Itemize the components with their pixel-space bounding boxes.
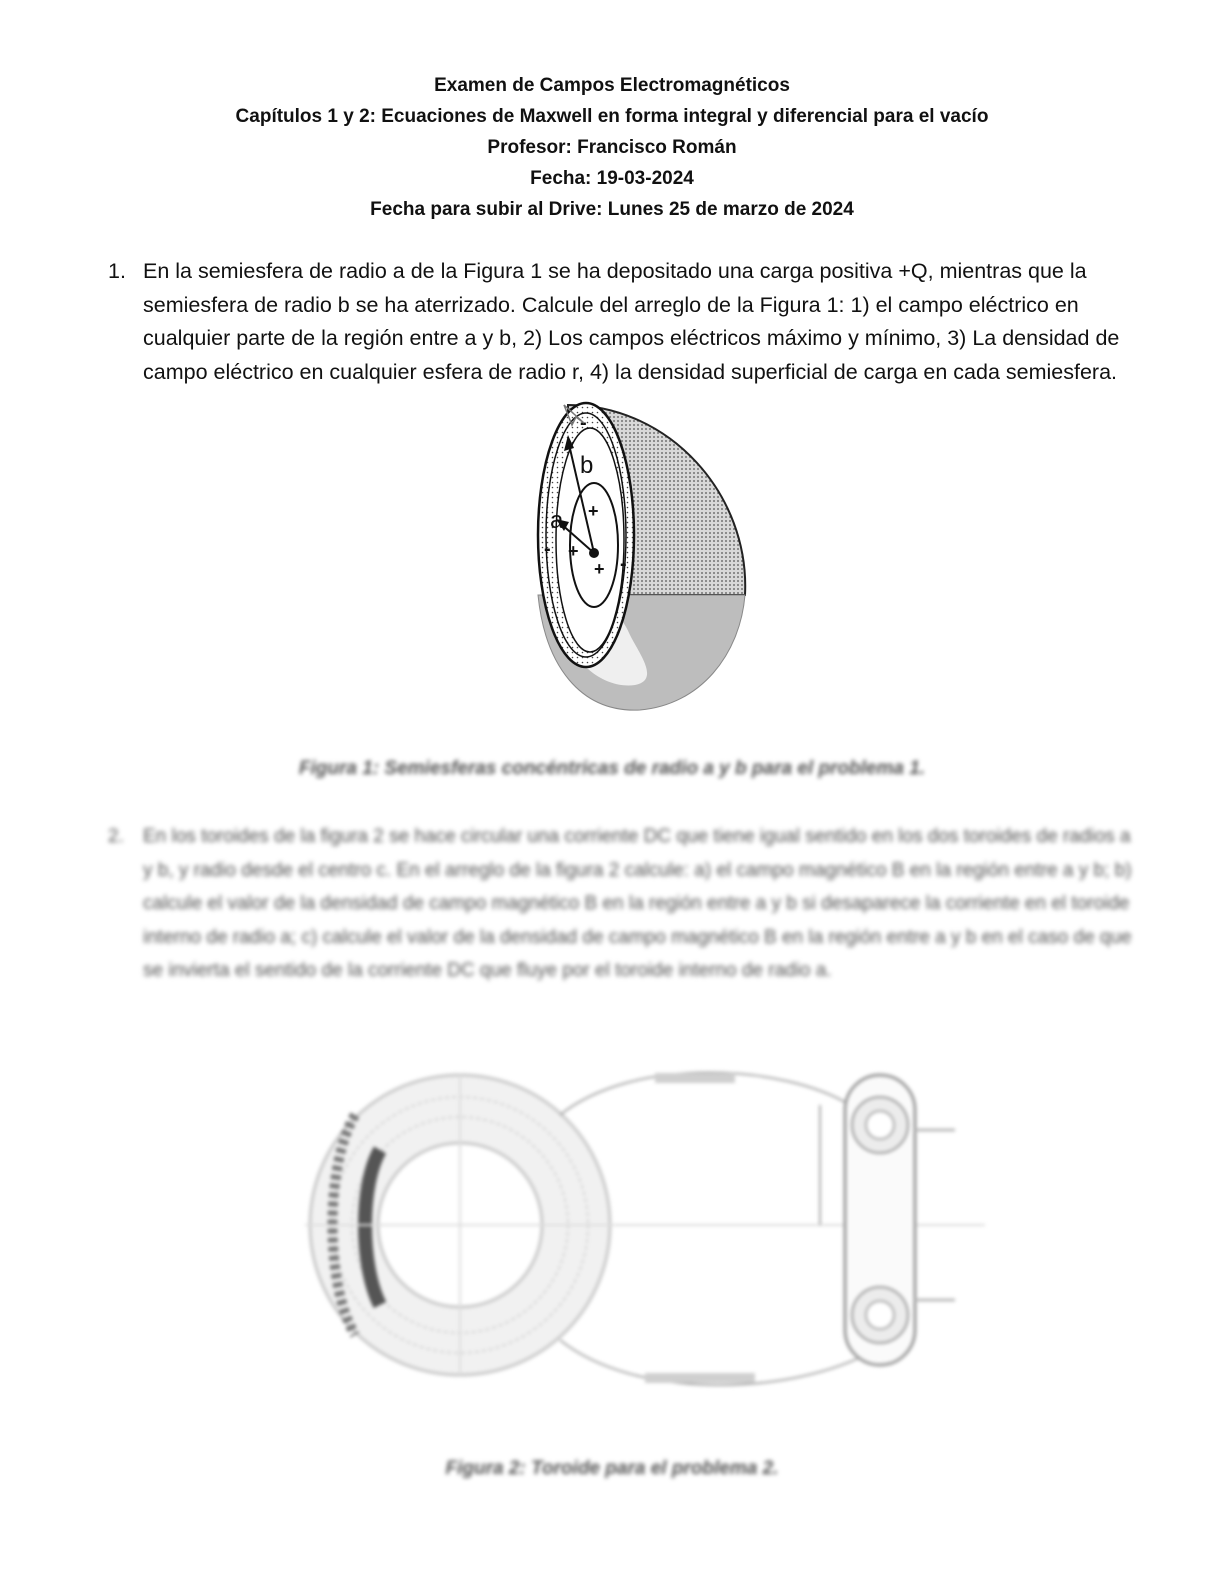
problem-2-text: En los toroides de la figura 2 se hace circular una corriente DC que tiene igual sentido en los dos toroides de radios a y b, y radio desde el centro c. En el arreglo de la figura 2 calcule: a) el campo magnético B en la región entre a y b; b) calcule el valor de la densidad de campo magnético B en la región entre a y b si desaparece la corriente en el toroide interno de radio a; c) calcule el valor de la densidad de campo magnético B en la región entre a y b en el caso de que se invierta el sentido de la corriente DC que fluye por el toroide interno de radio a.: [143, 826, 1132, 981]
figure-1-hemispheres: [520, 395, 760, 720]
minus-sign: -: [544, 538, 551, 560]
plus-sign: +: [568, 541, 579, 561]
problem-2-number: 2.: [108, 826, 124, 847]
problem-2: [108, 820, 1138, 988]
minus-sign: -: [580, 412, 587, 434]
plus-sign: +: [588, 501, 599, 521]
figure-2-caption: Figura 2: Toroide para el problema 2.: [445, 1458, 779, 1479]
problem-1-text: En la semiesfera de radio a de la Figura 1 se ha depositado una carga positiva +Q, mientras que la semiesfera de radio b se ha aterrizado. Calcule del arreglo de la Figura 1: 1) el campo eléctrico en cualquier parte de la región entre a y b, 2) Los campos eléctricos máximo y mínimo, 3) La densidad de campo eléctrico en cualquier esfera de radio r, 4) la densidad superficial de carga en cada semiesfera.: [143, 259, 1120, 384]
exam-chapters: Capítulos 1 y 2: Ecuaciones de Maxwell en forma integral y diferencial para el vacío: [235, 106, 989, 127]
minus-sign: -: [620, 553, 627, 575]
label-b: b: [580, 452, 594, 479]
figure-2-toroids: [305, 1055, 985, 1405]
figure-1-caption: Figura 1: Semiesferas concéntricas de radio a y b para el problema 1.: [298, 758, 926, 779]
label-a: a: [550, 507, 564, 534]
exam-header: [0, 70, 1224, 225]
exam-title: Examen de Campos Electromagnéticos: [434, 75, 790, 96]
exam-date: Fecha: 19-03-2024: [530, 168, 694, 189]
plus-sign: +: [594, 559, 605, 579]
exam-deadline: Fecha para subir al Drive: Lunes 25 de marzo de 2024: [370, 199, 854, 220]
problem-1-number: 1.: [108, 259, 126, 283]
exam-professor: Profesor: Francisco Román: [487, 137, 737, 158]
problem-1: [108, 255, 1138, 389]
